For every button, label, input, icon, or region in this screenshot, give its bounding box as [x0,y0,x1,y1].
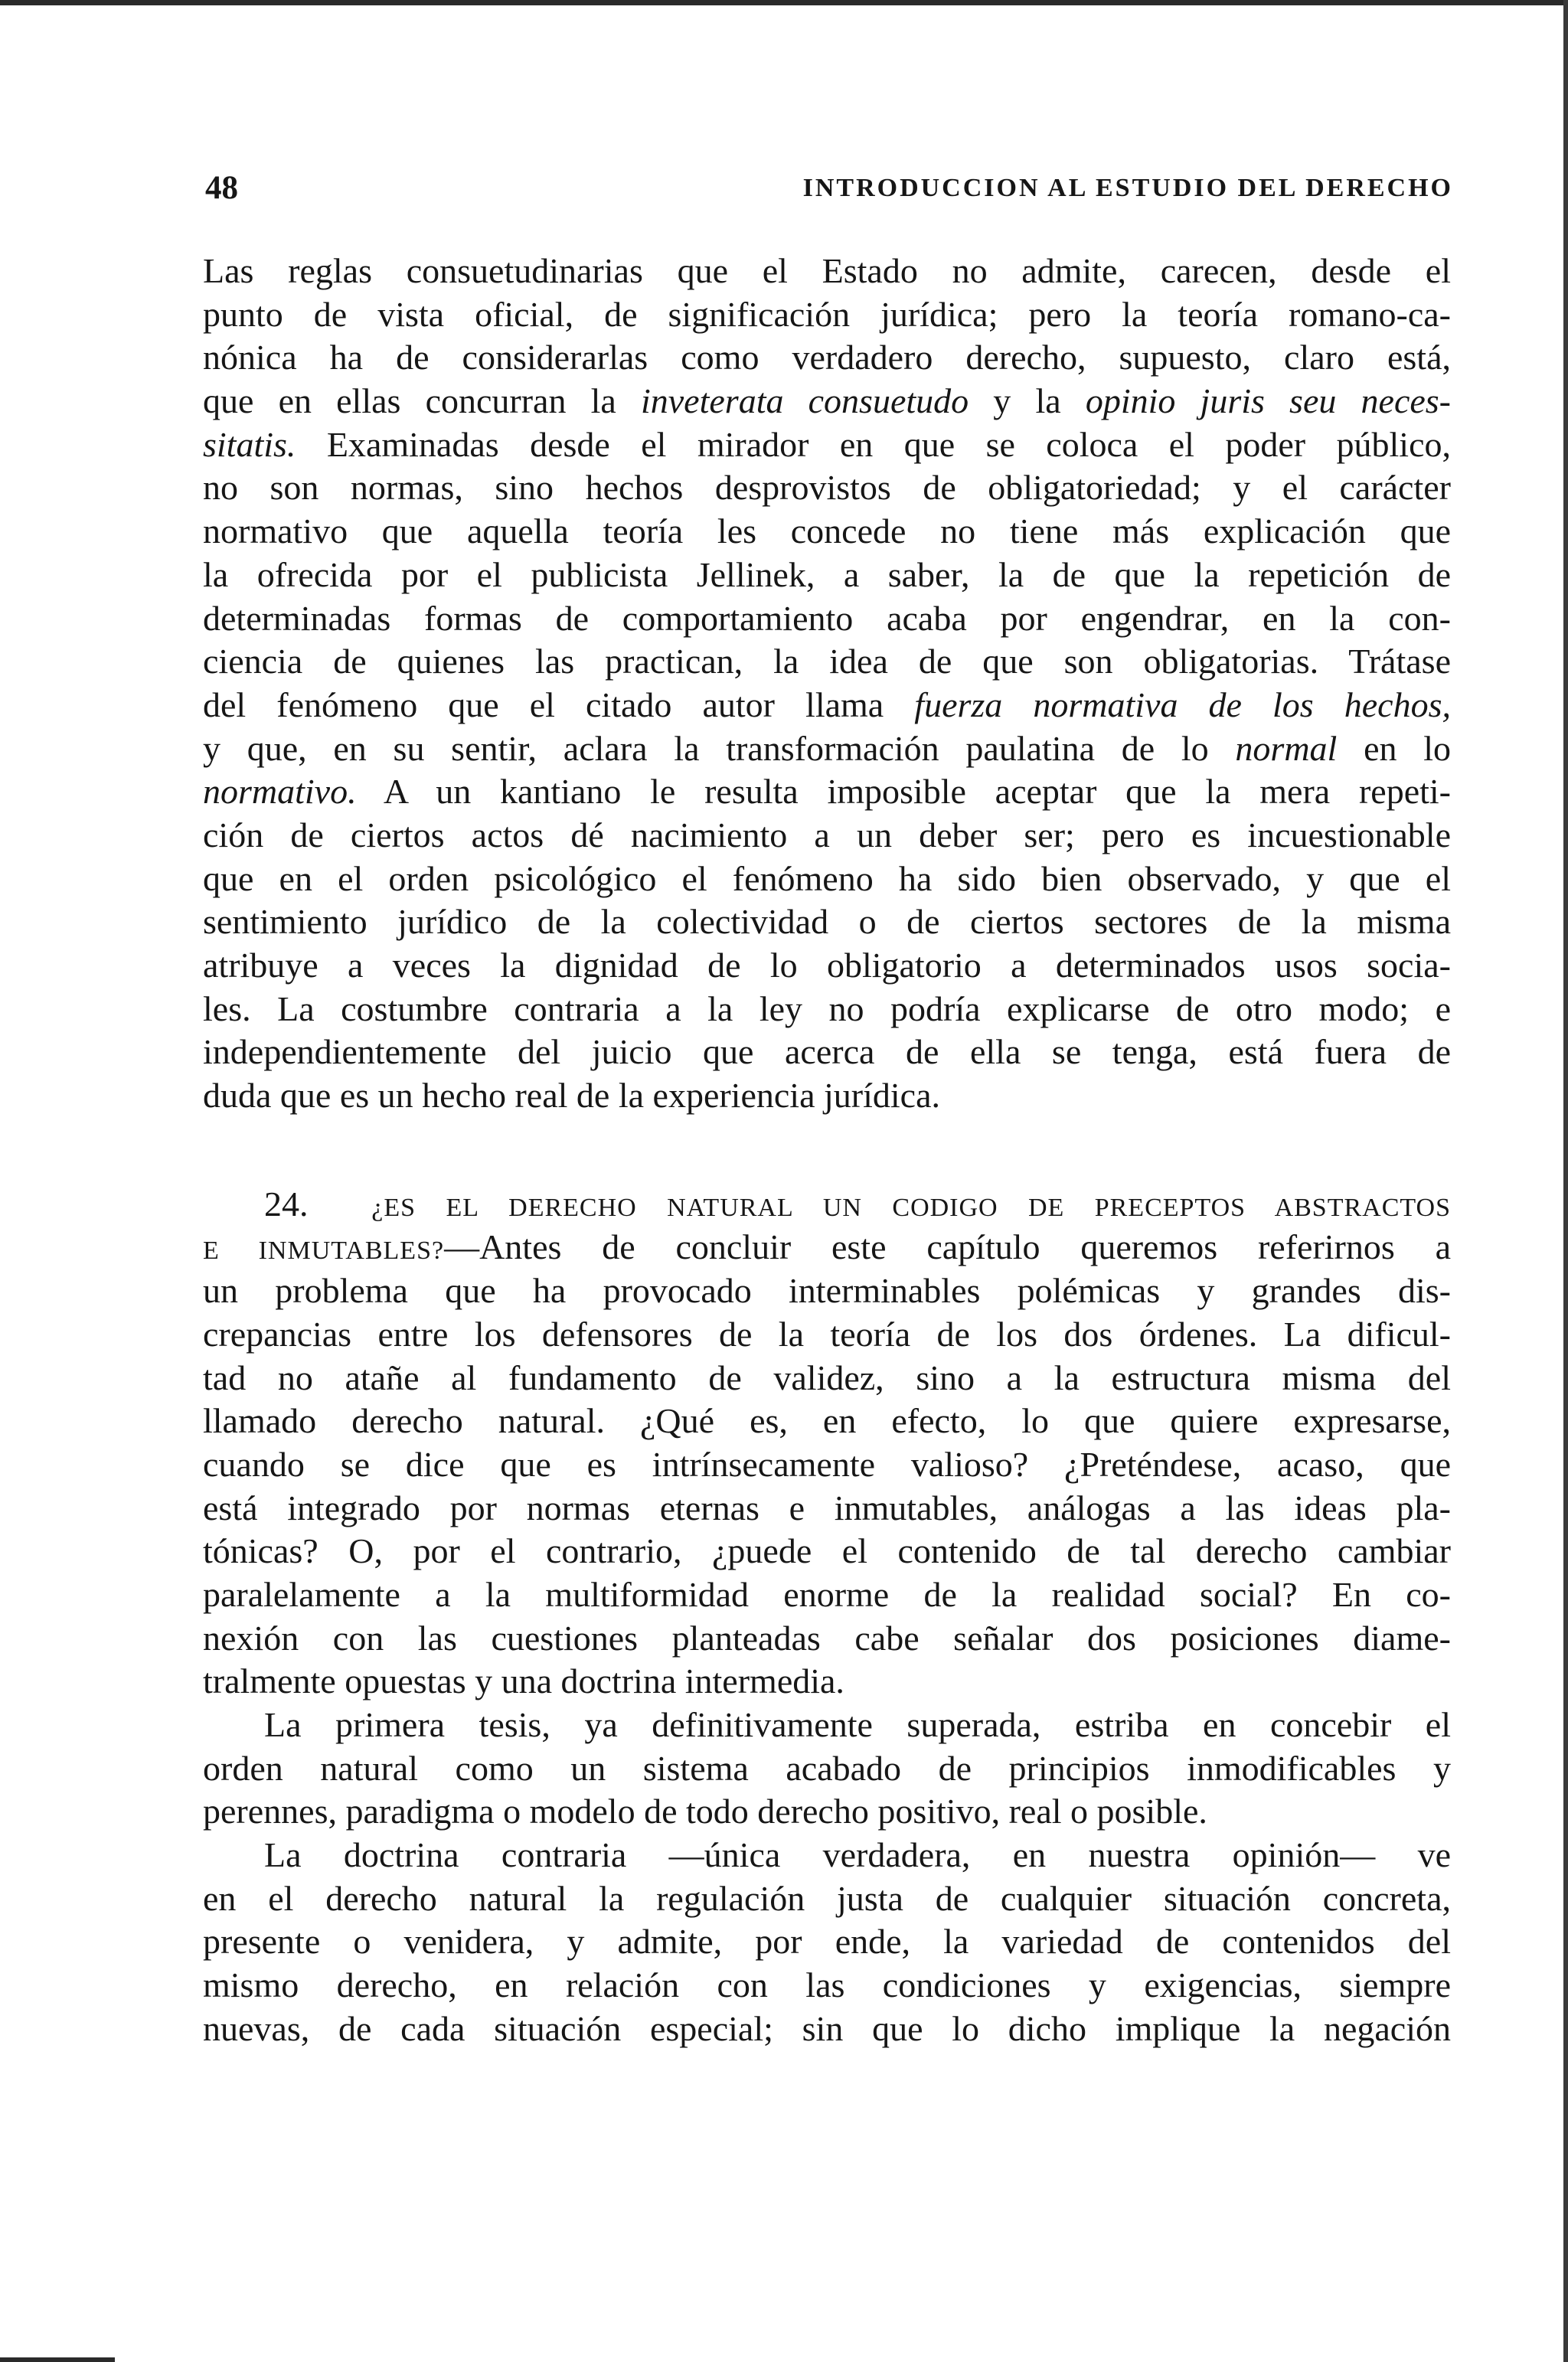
text-line [203,858,1451,901]
text-run: duda que es un hecho real de la experiencia jurídica. [203,1076,940,1116]
text-line [203,900,1451,944]
text-line [203,1031,1451,1074]
text-run: sentimiento jurídico de la colectividad o de ciertos sectores de la misma [203,902,1451,942]
text-run: que en el orden psicológico el fenómeno ha sido bien observado, y que el [203,858,1451,898]
text-run: que en ellas concurran la [203,381,641,421]
running-head [205,167,1453,210]
text-run: tralmente opuestas y una doctrina intermedia. [203,1661,844,1701]
text-line [203,1357,1451,1400]
text-run: cuando se dice que es intrínsecamente valioso? ¿Preténdese, acaso, que [203,1444,1451,1484]
text-run: La primera tesis, ya definitivamente superada, estriba en concebir el [264,1705,1451,1744]
italic-term: normal [1235,728,1338,768]
text-line [203,1400,1451,1443]
text-run: atribuye a veces la dignidad de lo obligatorio a determinados usos socia- [203,946,1451,985]
text-run: la ofrecida por el publicista Jellinek, a saber, la de que la repetición de [203,554,1451,594]
text-run: A un kantiano le resulta imposible aceptar que la mera repeti- [356,772,1451,812]
section-heading: ¿ES EL DERECHO NATURAL UN CODIGO DE PRECEPTOS ABSTRACTOS [371,1193,1452,1222]
text-line [203,988,1451,1031]
text-line [203,336,1451,380]
text-run: crepancias entre los defensores de la teoría de los dos órdenes. La dificul- [203,1314,1451,1354]
text-run: La doctrina contraria —única verdadera, en nuestra opinión— ve [264,1835,1451,1875]
text-run: y la [969,381,1086,421]
text-run: del fenómeno que el citado autor llama [203,684,915,724]
text-line [203,1704,1451,1747]
scan-edge-bottom [0,2357,115,2362]
scan-edge-right [1563,0,1568,2362]
text-line [203,1530,1451,1573]
italic-term: inveterata consuetudo [640,381,969,421]
text-line [203,466,1451,510]
body-text [203,250,1451,2051]
section-heading-cont: E INMUTABLES? [203,1237,445,1266]
scan-edge-top [0,0,1568,5]
section-number: 24. [264,1184,309,1223]
text-line [203,380,1451,423]
text-run: nónica ha de considerarlas como verdadero derecho, supuesto, claro está, [203,338,1451,377]
page-number: 48 [205,170,238,206]
text-run: no son normas, sino hechos desprovistos de obligatoriedad; y el carácter [203,468,1451,508]
text-line [203,423,1451,467]
text-line [203,250,1451,293]
text-line [203,770,1451,814]
text-run: un problema que ha provocado interminables polémicas y grandes dis- [203,1271,1451,1311]
text-run: perennes, paradigma o modelo de todo derecho positivo, real o posible. [203,1792,1207,1831]
text-run: mismo derecho, en relación con las condiciones y exigencias, siempre [203,1965,1451,2005]
text-run: y que, en su sentir, aclara la transformación paulatina de lo [203,728,1236,768]
text-line [203,1573,1451,1617]
running-title: INTRODUCCION AL ESTUDIO DEL DERECHO [802,174,1453,202]
text-line [203,640,1451,684]
section-heading-line [203,1183,1451,1227]
text-line [203,554,1451,597]
text-line [203,1790,1451,1834]
text-run: tad no atañe al fundamento de validez, sino a la estructura misma del [203,1357,1451,1397]
text-line [203,1617,1451,1661]
paragraph-gap [203,1118,1451,1183]
text-line [203,727,1451,771]
text-run: les. La costumbre contraria a la ley no podría explicarse de otro modo; e [203,988,1451,1028]
text-line [203,1269,1451,1313]
text-run: nuevas, de cada situación especial; sin que lo dicho implique la negación [203,2008,1451,2048]
text-line [203,597,1451,641]
text-run: está integrado por normas eternas e inmutables, análogas a las ideas pla- [203,1488,1451,1527]
text-line [203,2008,1451,2051]
text-run: presente o venidera, y admite, por ende, la variedad de contenidos del [203,1922,1451,1962]
text-run: normativo que aquella teoría les concede no tiene más explicación que [203,511,1451,551]
text-line [203,814,1451,858]
italic-term: normativo. [203,772,357,812]
text-run: independientemente del juicio que acerca de ella se tenga, está fuera de [203,1032,1451,1072]
text-line [203,1660,1451,1704]
text-line [203,510,1451,554]
text-line [203,684,1451,727]
text-run: Las reglas consuetudinarias que el Estado no admite, carecen, desde el [203,251,1451,290]
text-line [203,1443,1451,1487]
italic-term: fuerza normativa de los hechos, [914,684,1451,724]
italic-term: opinio juris seu neces- [1085,381,1452,421]
text-line [203,1313,1451,1357]
text-run: determinadas formas de comportamiento acaba por engendrar, en la con- [203,598,1451,638]
text-line [203,1834,1451,1877]
text-run: nexión con las cuestiones planteadas cabe señalar dos posiciones diame- [203,1618,1451,1658]
text-run: ciencia de quienes las practican, la idea de que son obligatorias. Trátase [203,642,1451,681]
text-run: —Antes de concluir este capítulo queremos referirnos a [444,1227,1451,1267]
italic-term: sitatis. [203,424,296,464]
text-line [203,1487,1451,1531]
text-line [203,1747,1451,1791]
text-run: llamado derecho natural. ¿Qué es, en efecto, lo que quiere expresarse, [203,1401,1451,1441]
text-line [203,293,1451,337]
text-line [203,1964,1451,2008]
text-run: ción de ciertos actos dé nacimiento a un deber ser; pero es incuestionable [203,815,1451,854]
text-line [203,1920,1451,1964]
text-line [203,944,1451,988]
text-run: orden natural como un sistema acabado de principios inmodificables y [203,1748,1451,1788]
text-line [203,1074,1451,1118]
text-run: tónicas? O, por el contrario, ¿puede el contenido de tal derecho cambiar [203,1531,1451,1571]
text-run: Examinadas desde el mirador en que se coloca el poder público, [296,424,1451,464]
section-heading-line [203,1226,1451,1269]
text-run: en lo [1337,728,1452,768]
text-run: paralelamente a la multiformidad enorme de la realidad social? En co- [203,1574,1451,1614]
text-run: en el derecho natural la regulación justa de cualquier situación concreta, [203,1878,1451,1918]
text-line [203,1877,1451,1921]
text-run: punto de vista oficial, de significación jurídica; pero la teoría romano-ca- [203,294,1451,334]
